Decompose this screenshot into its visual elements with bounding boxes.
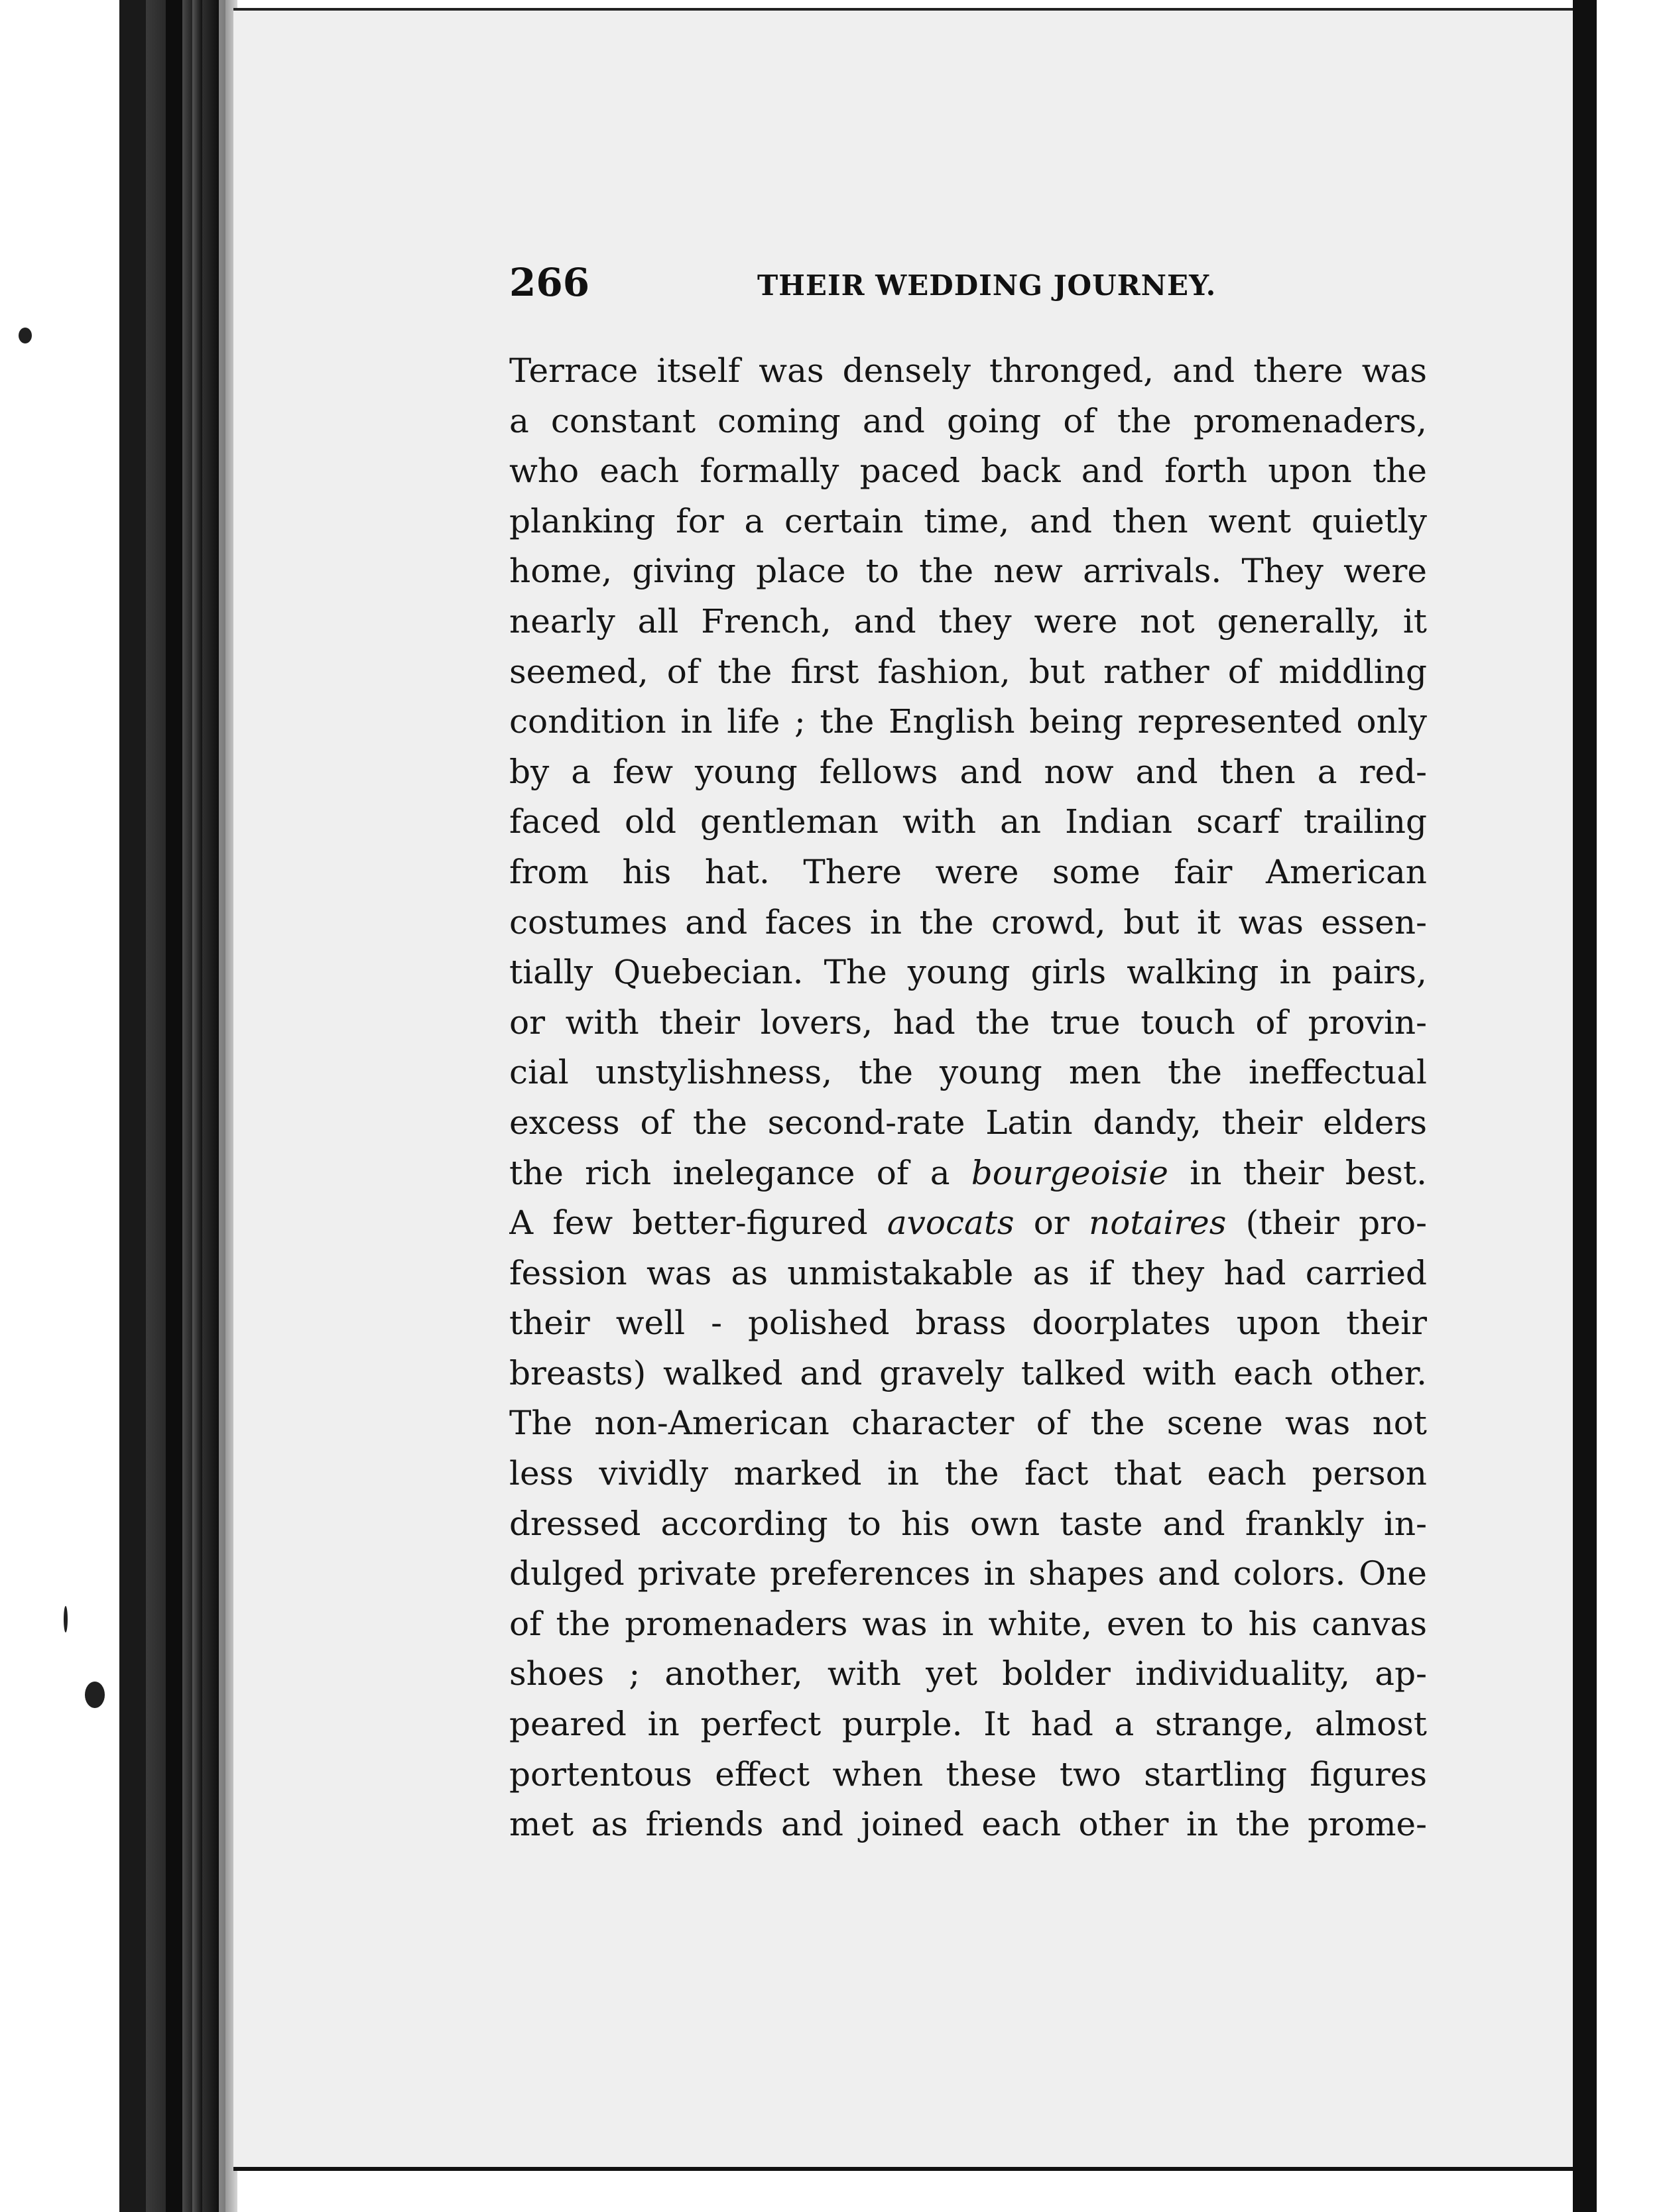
text-line: tially Quebecian. The young girls walking in pairs,	[509, 953, 1427, 992]
speck	[19, 328, 32, 343]
text-line: dulged private preferences in shapes and colors. One	[509, 1554, 1427, 1593]
right-margin	[1597, 0, 1663, 2212]
text-line: their well - polished brass doorplates upon their	[509, 1304, 1427, 1343]
text-line: from his hat. There were some fair American	[509, 852, 1427, 891]
text-line: Terrace itself was densely thronged, and there was	[509, 351, 1427, 390]
text-line: The non-American character of the scene was not	[509, 1404, 1427, 1443]
text-line: faced old gentleman with an Indian scarf trailing	[509, 802, 1427, 841]
italic-term: bourgeoisie	[971, 1153, 1168, 1192]
text-line: home, giving place to the new arrivals. They were	[509, 552, 1427, 591]
italic-term: avocats	[887, 1203, 1015, 1243]
text-line: less vividly marked in the fact that each person	[509, 1454, 1427, 1493]
text-line: planking for a certain time, and then went quietly	[509, 501, 1427, 540]
text-line: portentous effect when these two startling figures	[509, 1754, 1427, 1794]
text-line: of the promenaders was in white, even to his canvas	[509, 1604, 1427, 1643]
body-text	[509, 346, 1427, 1850]
text-line: nearly all French, and they were not generally, it	[509, 601, 1427, 641]
text-line: costumes and faces in the crowd, but it was essen-	[509, 902, 1427, 942]
text-line: met as friends and joined each other in the prome-	[509, 1805, 1427, 1844]
page-header	[509, 260, 1431, 313]
text-line: A few better-figured avocats or notaires (their pro-	[509, 1203, 1427, 1243]
text-line: by a few young fellows and now and then a red-	[509, 752, 1427, 791]
text-line: breasts) walked and gravely talked with each other.	[509, 1353, 1427, 1392]
speck	[85, 1682, 105, 1708]
text-line: cial unstylishness, the young men the ineffectual	[509, 1053, 1427, 1092]
text-line: or with their lovers, had the true touch of provin-	[509, 1003, 1427, 1042]
text-line: who each formally paced back and forth upon the	[509, 452, 1427, 491]
right-page-edge	[1573, 0, 1597, 2212]
text-line: peared in perfect purple. It had a strange, almost	[509, 1705, 1427, 1744]
text-line: seemed, of the first fashion, but rather of middling	[509, 652, 1427, 691]
text-line: dressed according to his own taste and frankly in-	[509, 1504, 1427, 1543]
running-title: THEIR WEDDING JOURNEY.	[757, 269, 1217, 302]
text-line: shoes ; another, with yet bolder individuality, ap-	[509, 1654, 1427, 1693]
text-line: the rich inelegance of a bourgeoisie in their best.	[509, 1153, 1427, 1192]
speck	[64, 1606, 68, 1632]
italic-term: notaires	[1089, 1203, 1227, 1243]
text-line: fession was as unmistakable as if they had carried	[509, 1253, 1427, 1292]
text-line: a constant coming and going of the promenaders,	[509, 401, 1427, 440]
book-binding	[119, 0, 232, 2212]
text-line: condition in life ; the English being represented only	[509, 702, 1427, 741]
page-number: 266	[509, 260, 590, 305]
text-line: excess of the second-rate Latin dandy, their elders	[509, 1103, 1427, 1142]
